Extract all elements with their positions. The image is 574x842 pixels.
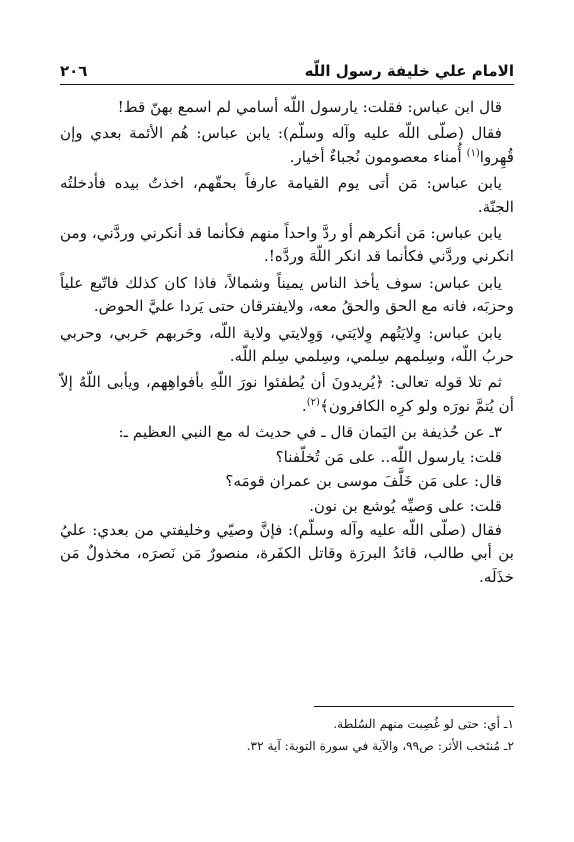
paragraph: فقال (صلّى اللّه عليه وآله وسلّم): فإنَّ وصيّي وخليفتي من بعدي: عليُ بن أبي طالب، قائدُ البررَة وقاتل الكفَرة، منصورٌ مَن نَصرَه، مخذولٌ مَن خذَلَه. [60, 520, 514, 586]
paragraph: ٣ـ عن حُذيفة بن اليَمان قال ـ في حديث له مع النبي العظيم ـ: [118, 423, 502, 442]
paragraph: قال ابن عباس: فقلت: يارسول اللّه أسامي لم اسمع بهنّ قط! [117, 98, 502, 116]
paragraph: قال: على مَن خَلَّفَ موسى بن عمران قومَه؟ [225, 472, 502, 491]
paragraph: ثم تلا قوله تعالى: ﴿يُريدونَ أن يُطفئوا نورَ اللّهِ بأفواهِهم، ويأبى اللّهُ إلاّ أن يُتمَّ نورَه ولو كرِه الكافرون﴾$^{(٢)}$. [60, 373, 514, 415]
footnotes [60, 713, 514, 757]
paragraph: يابن عباس: وِلايَتُهم وِلايَتي، وَوِلايتي ولاية اللّه، وحَربهم حَربي، وحربي حربُ اللّه، وسِلمهم سِلمي، وسِلمي سِلم اللّه. [60, 323, 514, 366]
paragraph: قلت: يارسول اللّه.. على مَن تُخلّفنا؟ [275, 447, 502, 466]
paragraph: يابن عباس: مَن أنكرهم أو ردَّ واحداً منهم فكأنما قد أنكرني وردَّني، ومن انكرني وردَّني فكأنما قد انكر اللّهَ وردَّه!. [60, 224, 514, 266]
footnote-ref[interactable]: (٢) [306, 396, 320, 408]
paragraph: يابن عباس: مَن أتى يوم القيامة عارفاً بحقّهم، اخذتُ بيده فأدخلتُه الجنّة. [60, 174, 514, 216]
paragraph: يابن عباس: سوف يأخذ الناس يميناً وشمالاً، فاذا كان كذلك فاتّبع علياً وحزبَه، فانه مع الحق والحقُ معه، ولايفترقان حتى يَردا عليَّ الحوض. [60, 273, 514, 316]
footnote-divider [314, 706, 514, 707]
paragraph: قلت: على وَصيِّه يُوشع بن نون. [309, 496, 502, 515]
running-title: الامام علي خليفة رسول اللّه [304, 62, 514, 80]
paragraph: فقال (صلّى اللّه عليه وآله وسلّم): يابن عباس: هُم الأئمة بعدي وإن قُهِروا$^{(١)}$ أُمناء معصومون نُجباءٌ أخيار. [60, 124, 514, 166]
footnote: ٢ـ مُنتَخب الأثر: ص٩٩، والآية في سورة التوبة: آية ٣٢. [246, 739, 514, 753]
page-number: ٢٠٦ [60, 62, 88, 80]
main-text [60, 96, 514, 592]
footnote: ١ـ أي: حتى لو غُصِبت منهم السُلطة. [333, 717, 514, 731]
footnote-ref[interactable]: (١) [466, 147, 480, 159]
page-header [60, 58, 514, 85]
